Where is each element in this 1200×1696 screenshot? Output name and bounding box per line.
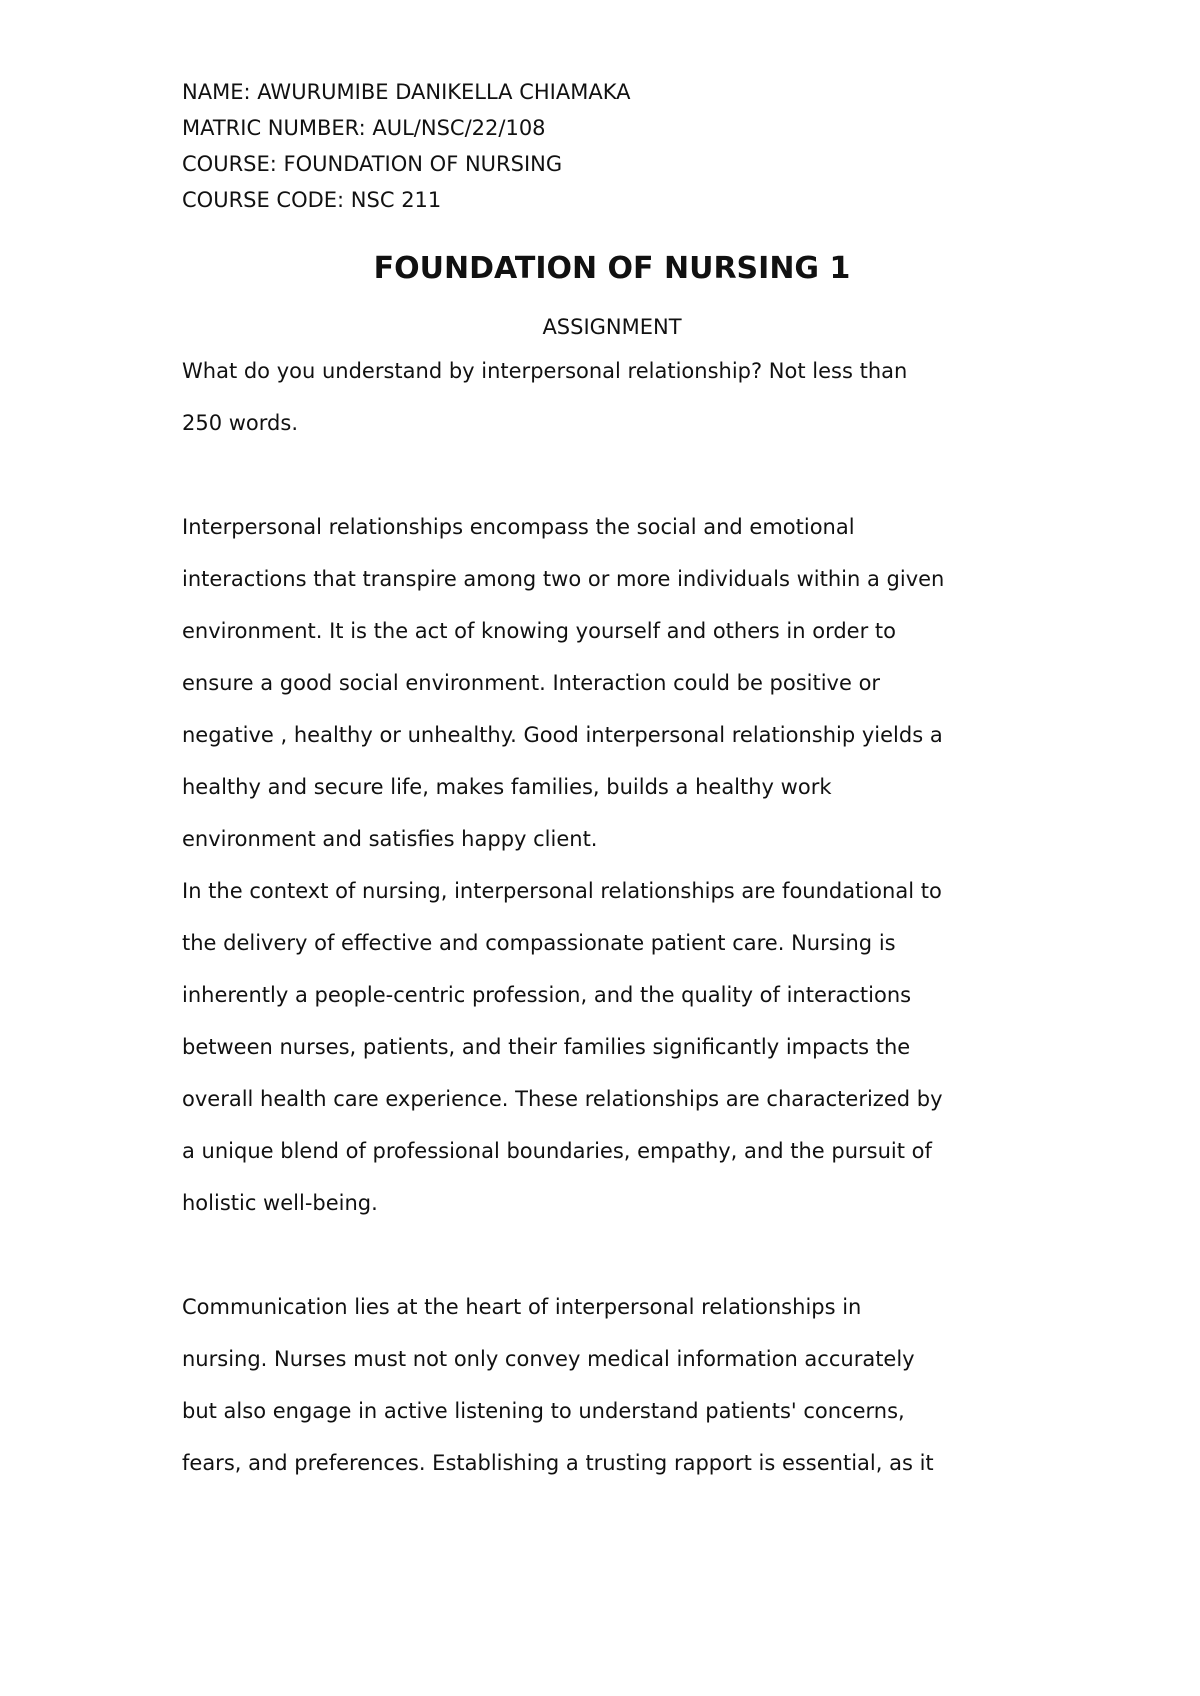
paragraph-line: environment. It is the act of knowing yourself and others in order to	[182, 619, 896, 643]
paragraph-line: a unique blend of professional boundaries, empathy, and the pursuit of	[182, 1139, 932, 1163]
paragraph-line: Interpersonal relationships encompass the social and emotional	[182, 515, 855, 539]
paragraph-line: fears, and preferences. Establishing a trusting rapport is essential, as it	[182, 1451, 934, 1475]
document-subtitle: ASSIGNMENT	[542, 315, 682, 339]
paragraph-3	[182, 1281, 1042, 1489]
question-line: What do you understand by interpersonal relationship? Not less than	[182, 359, 908, 383]
student-info	[182, 74, 1042, 218]
paragraph-2	[182, 865, 1042, 1229]
document-title: FOUNDATION OF NURSING 1	[373, 251, 851, 286]
course-code: COURSE CODE: NSC 211	[182, 188, 442, 212]
paragraph-line: the delivery of effective and compassionate patient care. Nursing is	[182, 931, 896, 955]
paragraph-line: ensure a good social environment. Interaction could be positive or	[182, 671, 881, 695]
paragraph-line: negative , healthy or unhealthy. Good interpersonal relationship yields a	[182, 723, 943, 747]
paragraph-line: between nurses, patients, and their families significantly impacts the	[182, 1035, 911, 1059]
paragraph-line: holistic well-being.	[182, 1191, 378, 1215]
paragraph-line: healthy and secure life, makes families, builds a healthy work	[182, 775, 832, 799]
paragraph-line: Communication lies at the heart of interpersonal relationships in	[182, 1295, 862, 1319]
paragraph-spacer	[182, 449, 1042, 501]
matric-number: MATRIC NUMBER: AUL/NSC/22/108	[182, 116, 546, 140]
paragraph-line: In the context of nursing, interpersonal relationships are foundational to	[182, 879, 942, 903]
paragraph-1	[182, 501, 1042, 865]
paragraph-line: nursing. Nurses must not only convey medical information accurately	[182, 1347, 915, 1371]
question-line: 250 words.	[182, 411, 298, 435]
paragraph-line: interactions that transpire among two or more individuals within a given	[182, 567, 945, 591]
paragraph-line: overall health care experience. These relationships are characterized by	[182, 1087, 943, 1111]
course-name: COURSE: FOUNDATION OF NURSING	[182, 152, 563, 176]
student-name: NAME: AWURUMIBE DANIKELLA CHIAMAKA	[182, 80, 631, 104]
document-content	[182, 74, 1042, 1489]
paragraph-line: but also engage in active listening to understand patients' concerns,	[182, 1399, 905, 1423]
assignment-question	[182, 345, 1042, 449]
document-body	[182, 345, 1042, 1489]
paragraph-spacer	[182, 1229, 1042, 1281]
paragraph-line: inherently a people-centric profession, and the quality of interactions	[182, 983, 912, 1007]
paragraph-line: environment and satisfies happy client.	[182, 827, 598, 851]
